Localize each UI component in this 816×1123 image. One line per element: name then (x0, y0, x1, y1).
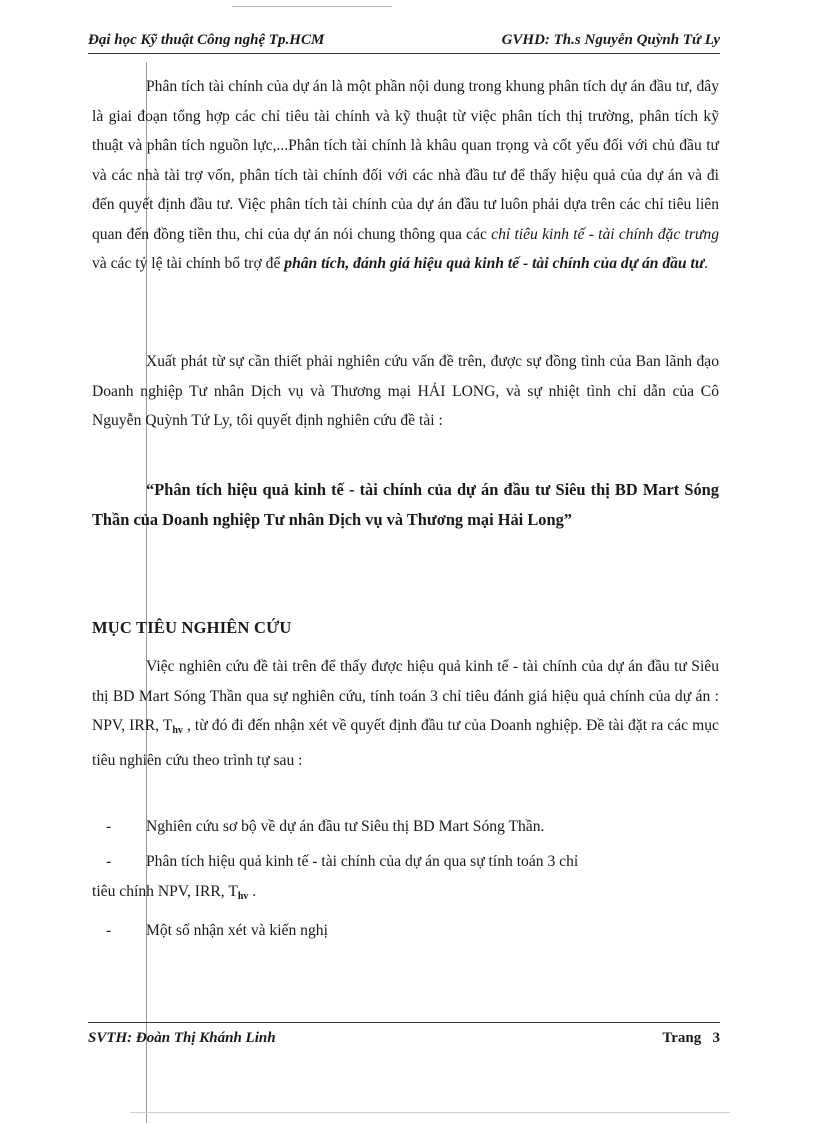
footer-student: SVTH: Đoàn Thị Khánh Linh (88, 1030, 276, 1046)
page-number (662, 1030, 720, 1047)
list-item (92, 916, 719, 946)
bullet-text: Một số nhận xét và kiến nghị (146, 922, 328, 939)
footer-rule (88, 1022, 720, 1023)
thesis-topic: “Phân tích hiệu quả kinh tế - tài chính của dự án đầu tư Siêu thị BD Mart Sóng Thần của Doanh nghiệp Tư nhân Dịch vụ và Thương mại Hải Long” (92, 480, 719, 529)
bullet-dash: - (106, 818, 112, 835)
bullet-cont-text: tiêu chính NPV, IRR, T (92, 882, 238, 900)
bullet-dash: - (106, 853, 112, 870)
header-rule (88, 53, 720, 54)
intro-paragraph-2: Xuất phát từ sự cần thiết phải nghiên cứu vấn đề trên, được sự đồng tình của Ban lãnh đạo Doanh nghiệp Tư nhân Dịch vụ và Thương mại HẢI LONG, và sự nhiệt tình chỉ dẫn của Cô Nguyễn Quỳnh Tứ Ly, tôi quyết định nghiên cứu đề tài : (92, 353, 719, 429)
intro-emphasis-indicators: chỉ tiêu kinh tế - tài chính đặc trưng (491, 225, 719, 243)
bullet-text-cont (92, 877, 719, 912)
intro-emphasis-goal: phân tích, đánh giá hiệu quả kinh tế - tài chính của dự án đầu tư (284, 255, 705, 272)
header-advisor: GVHD: Th.s Nguyễn Quỳnh Tứ Ly (501, 32, 720, 48)
scan-top-line (232, 6, 392, 7)
bullet-text: Nghiên cứu sơ bộ về dự án đầu tư Siêu thị BD Mart Sóng Thần. (146, 818, 545, 835)
list-item (92, 812, 719, 842)
page-header (88, 28, 720, 54)
intro-text-cont: và các tỷ lệ tài chính bổ trợ để (92, 255, 285, 272)
bullet-period: . (248, 882, 257, 900)
objective-paragraph (92, 652, 719, 775)
intro-paragraph-1 (92, 72, 719, 279)
bullet-subscript: hv (237, 890, 249, 902)
objective-subscript: hv (172, 725, 183, 736)
bullet-text: Phân tích hiệu quả kinh tế - tài chính của dự án qua sự tính toán 3 chỉ (146, 853, 579, 870)
intro-period: . (704, 255, 709, 272)
objective-text: Việc nghiên cứu đề tài trên để thấy được hiệu quả kinh tế - tài chính của dự án đầu tư Siêu thị BD Mart Sóng Thần qua sự nghiên cứu, tính toán 3 chỉ tiêu đánh giá hiệu quả chính của dự án : NPV, IRR, T (92, 658, 719, 734)
header-university: Đại học Kỹ thuật Công nghệ Tp.HCM (88, 32, 325, 48)
section-title: MỤC TIÊU NGHIÊN CỨU (92, 618, 292, 637)
bullet-dash: - (106, 922, 112, 939)
objective-text-cont: , từ đó đi đến nhận xét về quyết định đầu tư của Doanh nghiệp. Đề tài đặt ra các mục tiêu nghiên cứu theo trình tự sau : (92, 717, 719, 769)
page-number-value: 3 (712, 1030, 720, 1046)
intro-text: Phân tích tài chính của dự án là một phần nội dung trong khung phân tích dự án đầu tư, đây là giai đoạn tổng hợp các chỉ tiêu tài chính và kỹ thuật từ việc phân tích thị trường, phân tích kỹ thuật và phân tích nguồn lực,...Phân tích tài chính là khâu quan trọng và cốt yếu đối với chủ đầu tư và các nhà tài trợ vốn, phân tích tài chính đối với các nhà đầu tư để thấy hiệu quả của dự án và đi đến quyết định đầu tư. Việc phân tích tài chính của dự án đầu tư luôn phải dựa trên các chỉ tiêu liên quan đến đồng tiền thu, chi của dự án nói chung thông qua các (92, 78, 719, 243)
scan-bottom-line (130, 1112, 730, 1113)
list-item (92, 847, 719, 911)
page-label: Trang (662, 1030, 702, 1046)
